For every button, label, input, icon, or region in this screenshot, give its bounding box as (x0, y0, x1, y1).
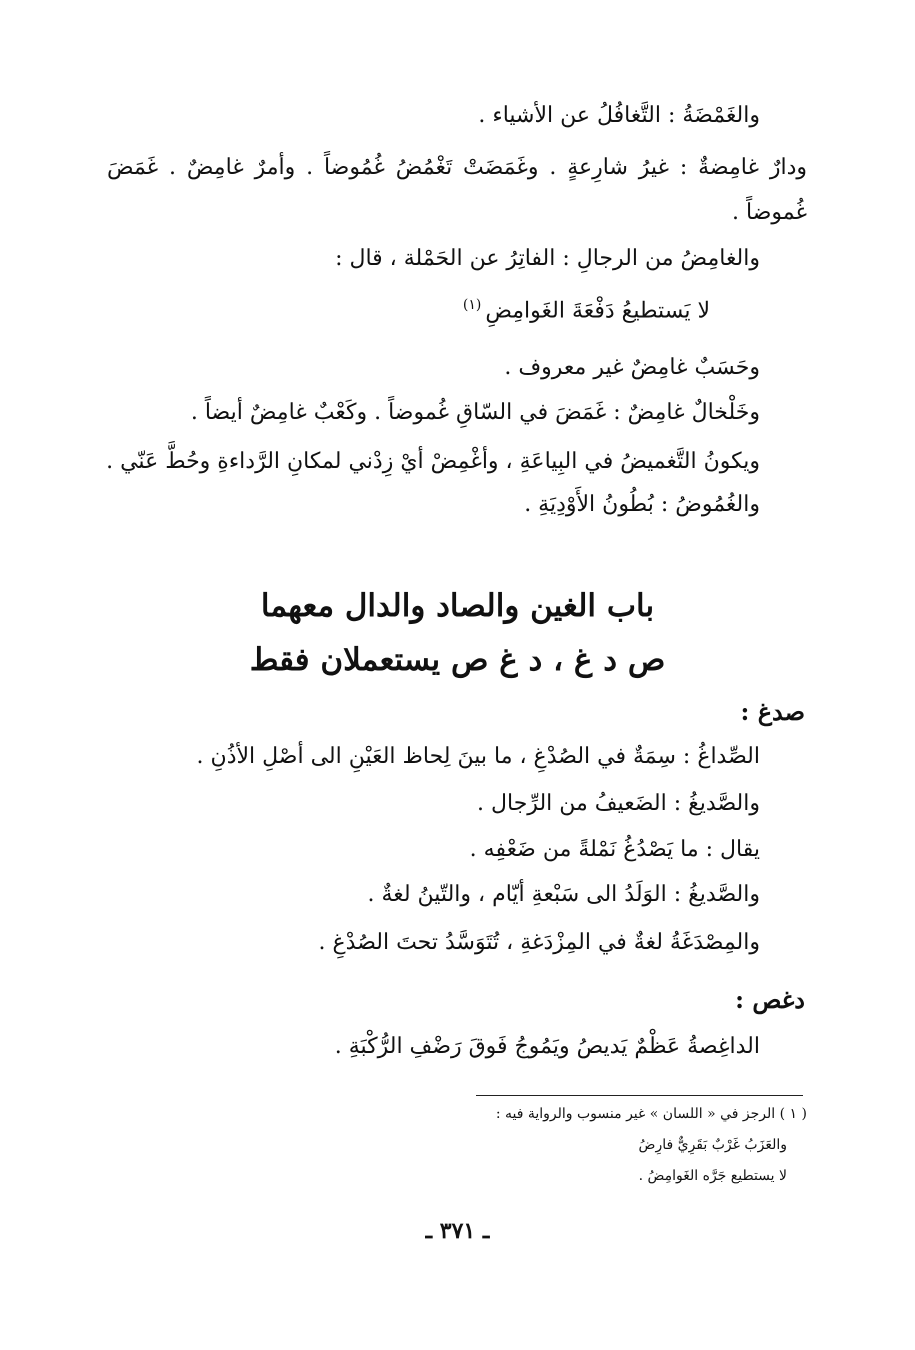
entry-line: وخَلْخالٌ غامِضٌ : غَمَضَ في السّاقِ غُموضاً . وكَعْبٌ غامِضٌ أيضاً . (190, 400, 760, 425)
section-heading-sadgh: صدغ : (740, 697, 805, 726)
section-heading-daghs: دغص : (735, 985, 805, 1014)
entry-line: والغامِضُ من الرجالِ : الفاتِرُ عن الحَمْلة ، قال : (335, 246, 760, 271)
entry-line: والمِصْدَغَةُ لغةٌ في المِزْدَغةِ ، تُتَوَسَّدُ تحتَ الصُدْغِ . (318, 930, 760, 955)
footnote-line: لا يستطيع جَرَّه الغَوامِضُ . (638, 1168, 787, 1184)
footnote-separator (476, 1095, 803, 1096)
entry-line: والغُمُوضُ : بُطُونُ الأَوْدِيَةِ . (524, 492, 760, 517)
footnote-line: ( ١ ) الرجز في « اللسان » غير منسوب والرواية فيه : (495, 1106, 807, 1122)
entry-line: والصَّديغُ : الضَعيفُ من الرِّجال . (477, 791, 760, 816)
chapter-title: باب الغين والصاد والدال معهما (260, 588, 655, 624)
footnote-reference: (١) (462, 297, 482, 313)
chapter-subtitle: ص د غ ، د غ ص يستعملان فقط (249, 642, 666, 678)
verse-line (463, 290, 710, 326)
entry-line: ويكونُ التَّغميضُ في البِياعَةِ ، وأغْمِضْ أيْ زِدْني لمكانِ الرَّداءةِ وحُطَّ عَنّي . (106, 449, 760, 474)
entry-line: وحَسَبٌ غامِضٌ غير معروف . (504, 355, 760, 380)
entry-line: الداغِصةُ عَظْمٌ يَديصُ ويَمُوجُ فَوقَ رَضْفِ الرُّكْبَةِ . (334, 1034, 760, 1059)
entry-line: يقال : ما يَصْدُغُ نَمْلةً من ضَعْفِه . (469, 837, 760, 862)
entry-line: غُموضاً . (732, 200, 807, 225)
entry-line: ودارٌ غامِضةٌ : غيرُ شارِعةٍ . وغَمَضَتْ تَغْمُضُ غُمُوضاً . وأمرٌ غامِضٌ . غَمَضَ (107, 155, 807, 180)
entry-line: والغَمْضَةُ : التَّغافُلُ عن الأشياء . (478, 103, 760, 128)
footnote-line: والعَزَبُ غَرْبٌ بَقَرِيٌّ فارِضُ (638, 1137, 787, 1153)
verse-text: لا يَستطيعُ دَفْعَةَ الغَوامِضِ (485, 298, 710, 324)
page-number: ـ ٣٧١ ـ (425, 1218, 490, 1244)
entry-line: الصِّداغُ : سِمَةٌ في الصُدْغِ ، ما بينَ لِحاظ العَيْنِ الى أصْلِ الأذُنِ . (196, 744, 760, 769)
entry-line: والصَّديغُ : الوَلَدُ الى سَبْعةِ أيّام ، والتّينُ لغةٌ . (367, 882, 760, 907)
